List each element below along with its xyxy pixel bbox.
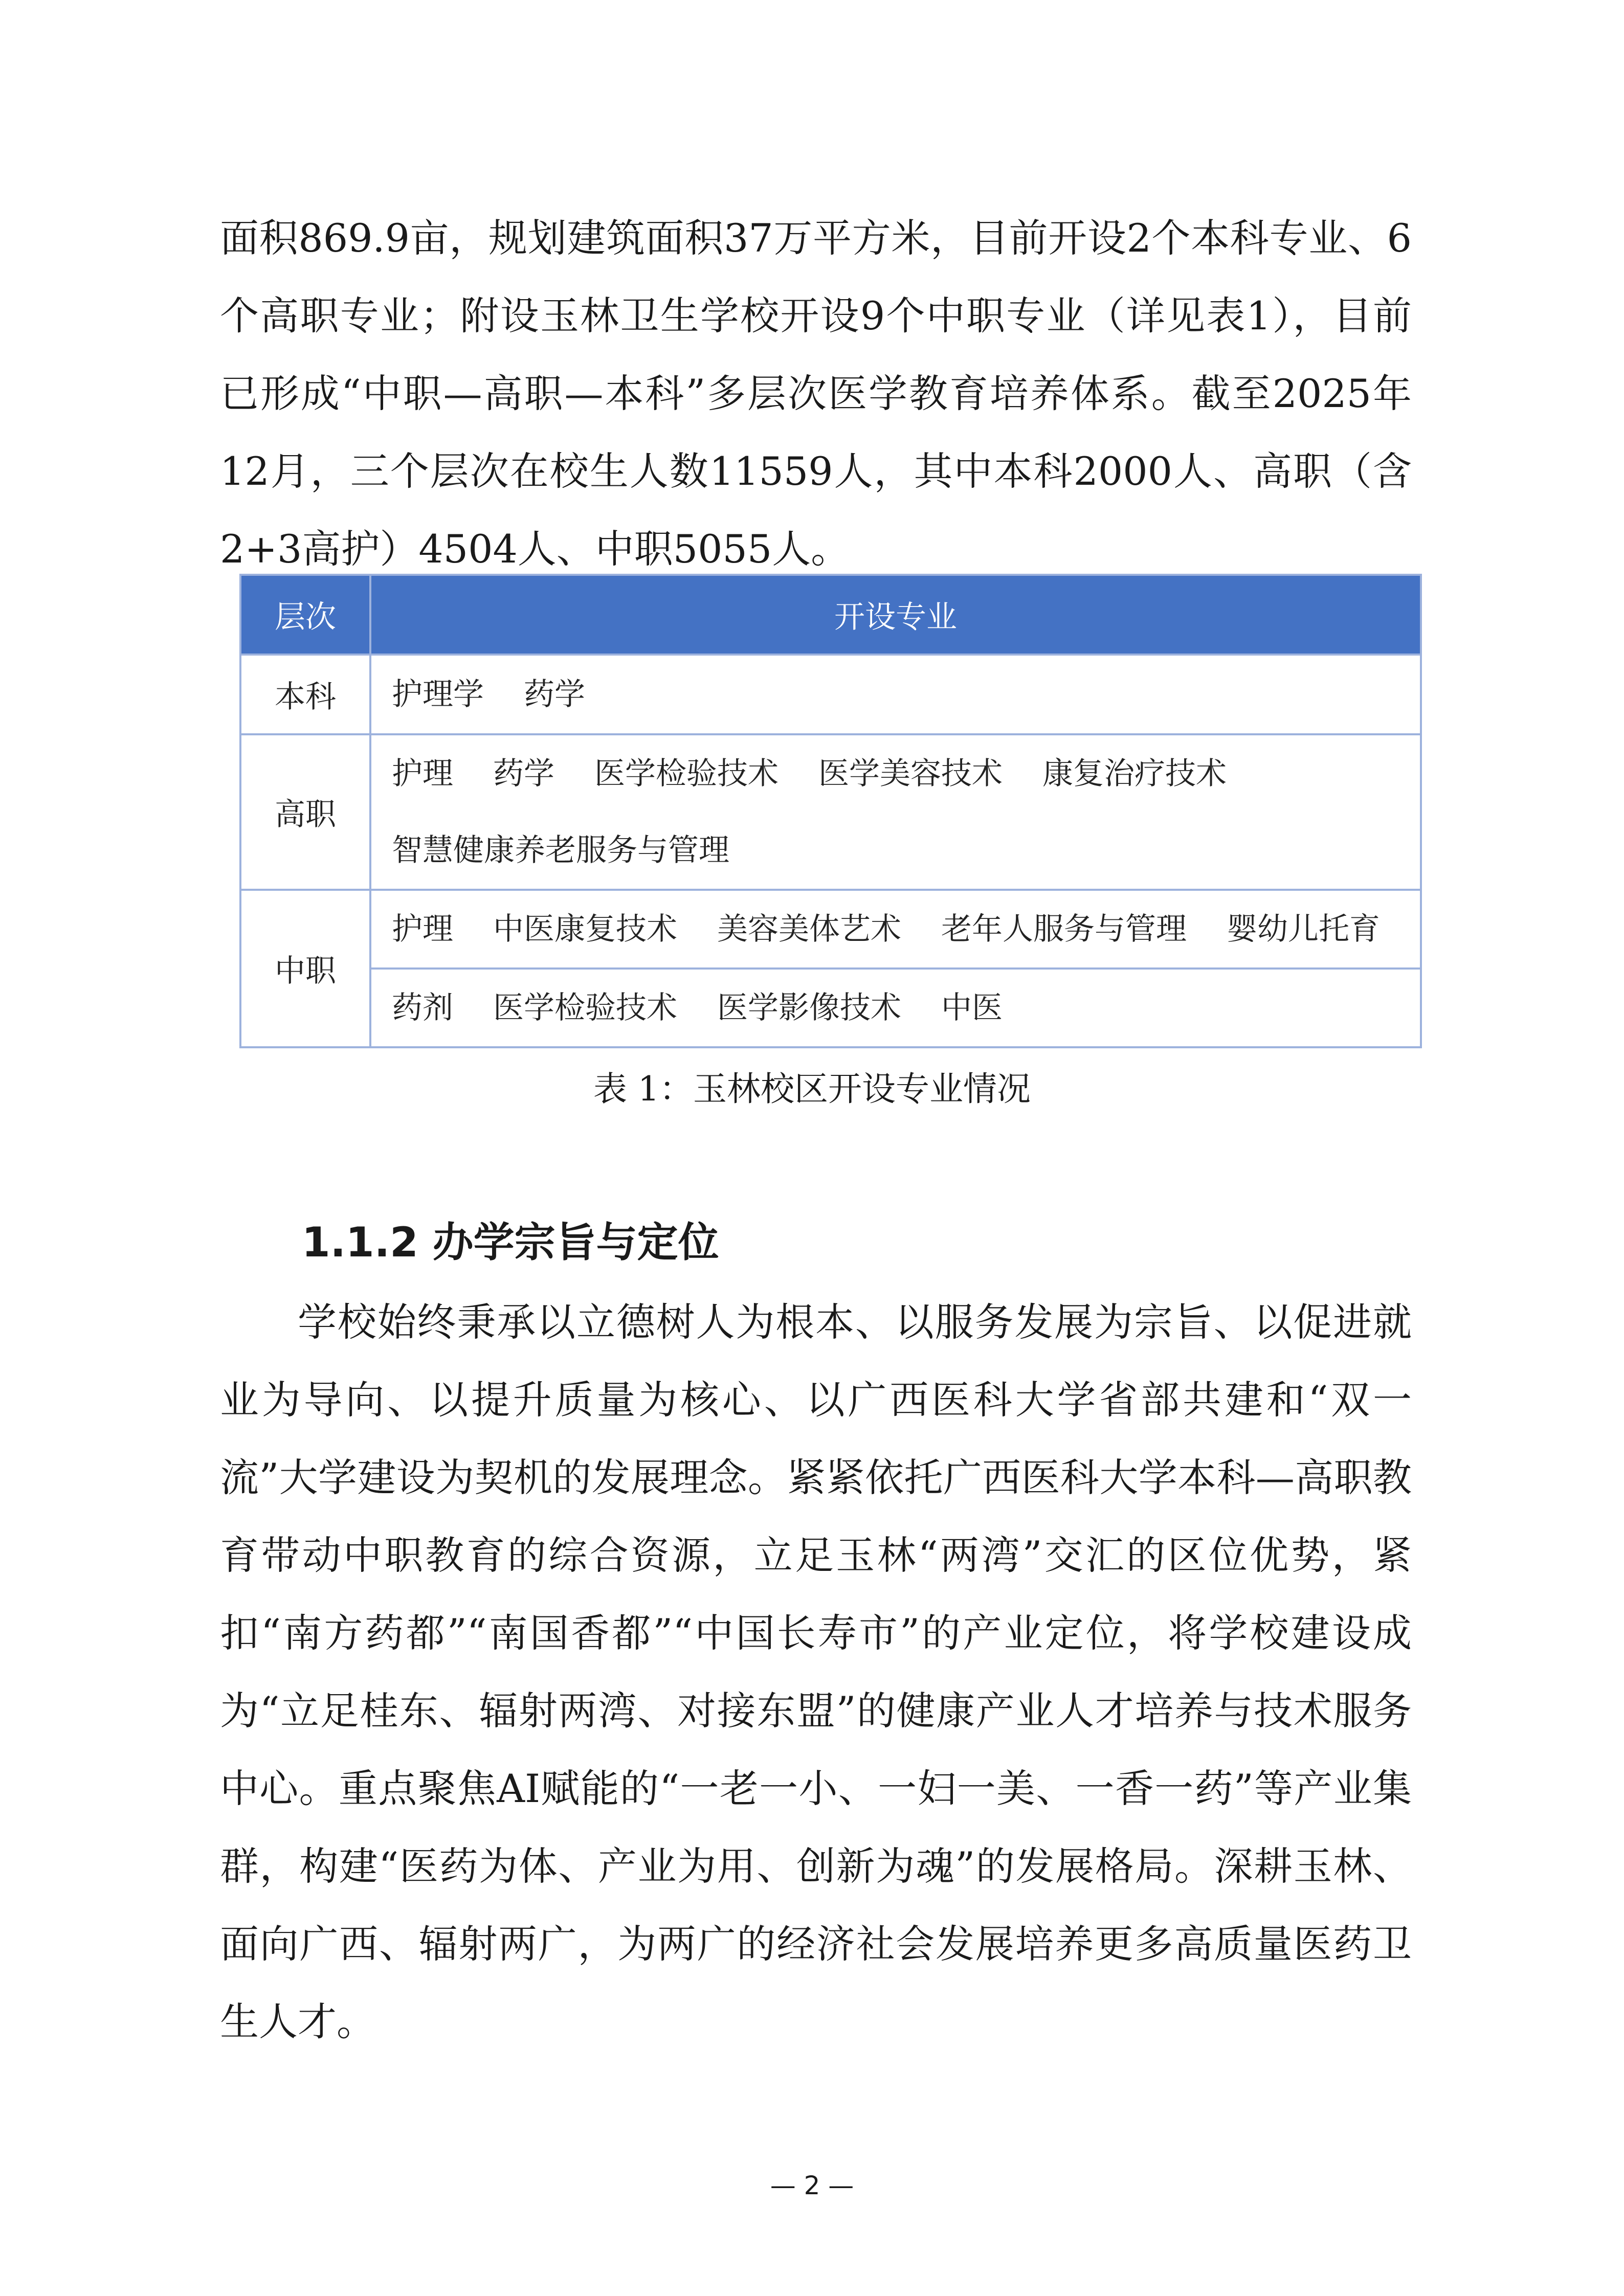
major-item: 医学检验技术 [594,756,778,792]
majors-table [239,574,1422,1048]
major-item: 中医 [941,990,1003,1026]
page-number: — 2 — [770,2171,854,2200]
majors-line [392,812,1399,889]
major-item: 婴幼儿托育 [1227,911,1380,947]
table-header-row [240,575,1421,655]
intro-paragraph: 面积869.9亩，规划建筑面积37万平方米，目前开设2个本科专业、6个高职专业；附设玉林卫生学校开设9个中职专业（详见表1），目前已形成“中职—高职—本科”多层次医学教育培养体系。截至2025年12月，三个层次在校生人数11559人，其中本科2000人、高职（含2+3高护）4504人、中职5055人。 [220,215,1412,572]
majors-line [392,735,1399,812]
section-heading: 1.1.2 办学宗旨与定位 [302,1219,719,1266]
level-cell: 高职 [240,734,370,890]
major-item: 护理 [392,756,453,792]
majors-cell [370,655,1421,734]
table-caption: 表 1：玉林校区开设专业情况 [593,1069,1031,1109]
major-item: 医学美容技术 [818,756,1003,792]
level-cell: 本科 [240,655,370,734]
major-item: 护理 [392,911,453,947]
table-row [240,734,1421,890]
major-item: 药学 [524,677,585,712]
majors-line [392,656,1399,733]
major-item: 智慧健康养老服务与管理 [392,832,729,868]
major-item: 药剂 [392,990,453,1026]
table-row [240,890,1421,1047]
level-cell: 中职 [240,890,370,1047]
major-item: 护理学 [392,677,484,712]
table-row [240,655,1421,734]
major-item: 医学检验技术 [493,990,677,1026]
major-item: 老年人服务与管理 [941,911,1187,947]
header-level: 层次 [240,575,370,655]
majors-line [371,967,1420,1046]
header-majors: 开设专业 [370,575,1421,655]
majors-cell [370,890,1421,1047]
major-item: 康复治疗技术 [1042,756,1227,792]
major-item: 医学影像技术 [717,990,901,1026]
section-paragraph: 学校始终秉承以立德树人为根本、以服务发展为宗旨、以促进就业为导向、以提升质量为核心、以广西医科大学省部共建和“双一流”大学建设为契机的发展理念。紧紧依托广西医科大学本科—高职教育带动中职教育的综合资源，立足玉林“两湾”交汇的区位优势，紧扣“南方药都”“南国香都”“中国长寿市”的产业定位，将学校建设成为“立足桂东、辐射两湾、对接东盟”的健康产业人才培养与技术服务中心。重点聚焦AI赋能的“一老一小、一妇一美、一香一药”等产业集群，构建“医药为体、产业为用、创新为魂”的发展格局。深耕玉林、面向广西、辐射两广，为两广的经济社会发展培养更多高质量医药卫生人才。 [220,1299,1412,2044]
major-item: 中医康复技术 [493,911,677,947]
majors-cell [370,734,1421,890]
major-item: 药学 [493,756,554,792]
majors-line [392,891,1399,967]
major-item: 美容美体艺术 [717,911,901,947]
